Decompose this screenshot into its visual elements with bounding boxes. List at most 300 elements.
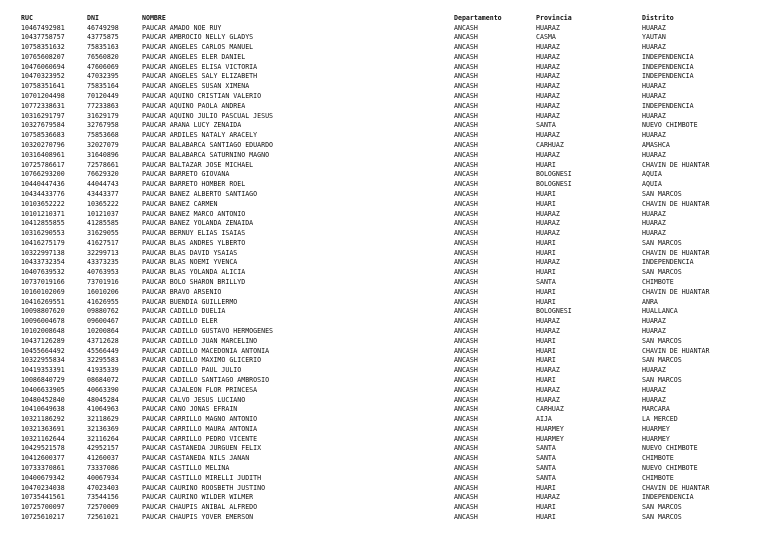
cell-nombre: PAUCAR CADILLO MAXIMO GLICERIO bbox=[142, 356, 262, 365]
cell-dni: 43775875 bbox=[87, 33, 119, 42]
table-row bbox=[0, 258, 768, 267]
cell-ruc: 10766293200 bbox=[21, 170, 65, 179]
cell-ruc: 10758351641 bbox=[21, 82, 65, 91]
cell-dni: 32118629 bbox=[87, 415, 119, 424]
cell-departamento: ANCASH bbox=[454, 150, 478, 159]
cell-provincia: CARHUAZ bbox=[536, 140, 564, 149]
cell-provincia: BOLOGNESI bbox=[536, 307, 572, 316]
cell-provincia: HUARI bbox=[536, 199, 556, 208]
table-row bbox=[0, 82, 768, 91]
cell-ruc: 10725610217 bbox=[21, 513, 65, 521]
table-row bbox=[0, 102, 768, 111]
table-header-row bbox=[0, 14, 768, 23]
cell-ruc: 10772338631 bbox=[21, 101, 65, 110]
cell-nombre: PAUCAR BLAS DAVID YSAIAS bbox=[142, 248, 238, 257]
table-row bbox=[0, 43, 768, 52]
cell-ruc: 10400679342 bbox=[21, 473, 65, 482]
cell-nombre: PAUCAR CALVO JESUS LUCIANO bbox=[142, 395, 246, 404]
cell-departamento: ANCASH bbox=[454, 43, 478, 52]
cell-provincia: HUARAZ bbox=[536, 317, 560, 326]
table-row bbox=[0, 200, 768, 209]
cell-departamento: ANCASH bbox=[454, 111, 478, 120]
cell-nombre: PAUCAR CADILLO GUSTAVO HERMOGENES bbox=[142, 326, 274, 335]
cell-nombre: PAUCAR CASTILLO MELINA bbox=[142, 464, 230, 473]
cell-dni: 73544156 bbox=[87, 493, 119, 502]
cell-provincia: HUARAZ bbox=[536, 219, 560, 228]
table-row bbox=[0, 386, 768, 395]
cell-nombre: PAUCAR ANGELES CARLOS MANUEL bbox=[142, 43, 254, 52]
cell-dni: 10365222 bbox=[87, 199, 119, 208]
cell-ruc: 10416269551 bbox=[21, 297, 65, 306]
cell-provincia: HUARAZ bbox=[536, 111, 560, 120]
cell-ruc: 10765608207 bbox=[21, 52, 65, 61]
cell-nombre: PAUCAR BAÑEZ MARCO ANTONIO bbox=[142, 209, 246, 218]
cell-departamento: ANCASH bbox=[454, 405, 478, 414]
table-row bbox=[0, 278, 768, 287]
cell-nombre: PAUCAR ANGELES SALY ELIZABETH bbox=[142, 72, 258, 81]
cell-ruc: 10406633905 bbox=[21, 385, 65, 394]
table-row bbox=[0, 141, 768, 150]
table-row bbox=[0, 33, 768, 42]
cell-distrito: INDEPENDENCIA bbox=[642, 72, 694, 81]
cell-nombre: PAUCAR BAÑEZ CARMEN bbox=[142, 199, 218, 208]
cell-departamento: ANCASH bbox=[454, 268, 478, 277]
cell-distrito: YAUTAN bbox=[642, 33, 666, 42]
cell-distrito: AQUIA bbox=[642, 180, 662, 189]
cell-nombre: PAUCAR BALABARCA SATURNINO MAGNO bbox=[142, 150, 270, 159]
cell-provincia: HUARI bbox=[536, 238, 556, 247]
cell-nombre: PAUCAR CADILLO JUAN MARCELINO bbox=[142, 336, 258, 345]
cell-departamento: ANCASH bbox=[454, 92, 478, 101]
cell-provincia: HUARAZ bbox=[536, 150, 560, 159]
cell-dni: 32767958 bbox=[87, 121, 119, 130]
cell-dni: 32116264 bbox=[87, 434, 119, 443]
cell-dni: 77233863 bbox=[87, 101, 119, 110]
cell-departamento: ANCASH bbox=[454, 483, 478, 492]
table-row bbox=[0, 435, 768, 444]
cell-dni: 70120449 bbox=[87, 92, 119, 101]
cell-departamento: ANCASH bbox=[454, 385, 478, 394]
table-row bbox=[0, 219, 768, 228]
cell-nombre: PAUCAR CADILLO DUELIA bbox=[142, 307, 226, 316]
table-row bbox=[0, 366, 768, 375]
cell-provincia: HUARI bbox=[536, 287, 556, 296]
table-row bbox=[0, 356, 768, 365]
table-row bbox=[0, 493, 768, 502]
cell-dni: 32027079 bbox=[87, 140, 119, 149]
table-row bbox=[0, 298, 768, 307]
header-provincia: Provincia bbox=[536, 14, 572, 22]
cell-distrito: SAN MARCOS bbox=[642, 503, 682, 512]
cell-provincia: HUARAZ bbox=[536, 52, 560, 61]
cell-departamento: ANCASH bbox=[454, 160, 478, 169]
cell-departamento: ANCASH bbox=[454, 131, 478, 140]
cell-distrito: INDEPENDENCIA bbox=[642, 52, 694, 61]
cell-dni: 47023403 bbox=[87, 483, 119, 492]
cell-nombre: PAUCAR CHAUPIS ANIBAL ALFREDO bbox=[142, 503, 258, 512]
cell-departamento: ANCASH bbox=[454, 62, 478, 71]
cell-distrito: INDEPENDENCIA bbox=[642, 493, 694, 502]
cell-dni: 41064963 bbox=[87, 405, 119, 414]
cell-ruc: 10102008648 bbox=[21, 326, 65, 335]
cell-nombre: PAUCAR BAÑEZ ALBERTO SANTIAGO bbox=[142, 189, 258, 198]
table-row bbox=[0, 53, 768, 62]
cell-distrito: HUARMEY bbox=[642, 424, 670, 433]
cell-distrito: SAN MARCOS bbox=[642, 189, 682, 198]
cell-distrito: NUEVO CHIMBOTE bbox=[642, 121, 698, 130]
cell-nombre: PAUCAR BARRETO GIOVANA bbox=[142, 170, 230, 179]
cell-distrito: CHAVIN DE HUANTAR bbox=[642, 160, 710, 169]
cell-dni: 75835164 bbox=[87, 82, 119, 91]
cell-distrito: SAN MARCOS bbox=[642, 238, 682, 247]
cell-departamento: ANCASH bbox=[454, 23, 478, 32]
cell-departamento: ANCASH bbox=[454, 375, 478, 384]
cell-provincia: BOLOGNESI bbox=[536, 170, 572, 179]
cell-dni: 43373235 bbox=[87, 258, 119, 267]
cell-dni: 31640896 bbox=[87, 150, 119, 159]
table-row bbox=[0, 72, 768, 81]
cell-departamento: ANCASH bbox=[454, 503, 478, 512]
cell-ruc: 10470323952 bbox=[21, 72, 65, 81]
cell-nombre: PAUCAR BUENDIA GUILLERMO bbox=[142, 297, 238, 306]
cell-distrito: CHAVIN DE HUANTAR bbox=[642, 199, 710, 208]
cell-provincia: HUARI bbox=[536, 503, 556, 512]
cell-ruc: 10321162644 bbox=[21, 434, 65, 443]
cell-dni: 31629179 bbox=[87, 111, 119, 120]
cell-provincia: AIJA bbox=[536, 415, 552, 424]
cell-nombre: PAUCAR BLAS YOLANDA ALICIA bbox=[142, 268, 246, 277]
cell-ruc: 10433732354 bbox=[21, 258, 65, 267]
cell-ruc: 10701204498 bbox=[21, 92, 65, 101]
cell-ruc: 10316408961 bbox=[21, 150, 65, 159]
table-row bbox=[0, 92, 768, 101]
cell-ruc: 10096004678 bbox=[21, 317, 65, 326]
cell-ruc: 10410649638 bbox=[21, 405, 65, 414]
cell-distrito: HUARAZ bbox=[642, 82, 666, 91]
cell-dni: 09880762 bbox=[87, 307, 119, 316]
cell-provincia: HUARAZ bbox=[536, 385, 560, 394]
cell-dni: 72578661 bbox=[87, 160, 119, 169]
table-row bbox=[0, 307, 768, 316]
cell-dni: 10121037 bbox=[87, 209, 119, 218]
table-row bbox=[0, 268, 768, 277]
cell-dni: 32136369 bbox=[87, 424, 119, 433]
cell-dni: 08684072 bbox=[87, 375, 119, 384]
cell-nombre: PAUCAR CADILLO PAUL JULIO bbox=[142, 366, 242, 375]
table-row bbox=[0, 170, 768, 179]
cell-ruc: 10086840729 bbox=[21, 375, 65, 384]
cell-provincia: HUARI bbox=[536, 346, 556, 355]
cell-dni: 75835163 bbox=[87, 43, 119, 52]
cell-dni: 44044743 bbox=[87, 180, 119, 189]
table-row bbox=[0, 425, 768, 434]
cell-nombre: PAUCAR CADILLO SANTIAGO AMBROSIO bbox=[142, 375, 270, 384]
cell-distrito: HUARAZ bbox=[642, 326, 666, 335]
cell-distrito: HUARAZ bbox=[642, 395, 666, 404]
cell-departamento: ANCASH bbox=[454, 424, 478, 433]
cell-nombre: PAUCAR CAJALEON FLOR PRINCESA bbox=[142, 385, 258, 394]
cell-nombre: PAUCAR CASTILLO MIRELLI JUDITH bbox=[142, 473, 262, 482]
cell-ruc: 10160102069 bbox=[21, 287, 65, 296]
table-row bbox=[0, 327, 768, 336]
cell-ruc: 10407639532 bbox=[21, 268, 65, 277]
cell-provincia: HUARI bbox=[536, 356, 556, 365]
cell-nombre: PAUCAR AQUINO PAOLA ANDREA bbox=[142, 101, 246, 110]
cell-departamento: ANCASH bbox=[454, 307, 478, 316]
cell-ruc: 10321186292 bbox=[21, 415, 65, 424]
cell-nombre: PAUCAR CADILLO MACEDONIA ANTONIA bbox=[142, 346, 270, 355]
cell-dni: 41627517 bbox=[87, 238, 119, 247]
cell-provincia: SANTA bbox=[536, 473, 556, 482]
cell-ruc: 10412855855 bbox=[21, 219, 65, 228]
cell-ruc: 10321363691 bbox=[21, 424, 65, 433]
cell-dni: 76560820 bbox=[87, 52, 119, 61]
cell-distrito: CHAVIN DE HUANTAR bbox=[642, 287, 710, 296]
cell-dni: 75853668 bbox=[87, 131, 119, 140]
cell-departamento: ANCASH bbox=[454, 82, 478, 91]
cell-dni: 41626955 bbox=[87, 297, 119, 306]
cell-departamento: ANCASH bbox=[454, 415, 478, 424]
cell-dni: 09600467 bbox=[87, 317, 119, 326]
cell-departamento: ANCASH bbox=[454, 189, 478, 198]
cell-dni: 42952157 bbox=[87, 444, 119, 453]
cell-dni: 76629320 bbox=[87, 170, 119, 179]
cell-dni: 47606069 bbox=[87, 62, 119, 71]
table-row bbox=[0, 229, 768, 238]
cell-ruc: 10440447436 bbox=[21, 180, 65, 189]
cell-dni: 48045284 bbox=[87, 395, 119, 404]
cell-ruc: 10322955834 bbox=[21, 356, 65, 365]
cell-distrito: CHAVIN DE HUANTAR bbox=[642, 483, 710, 492]
cell-distrito: LA MERCED bbox=[642, 415, 678, 424]
cell-provincia: HUARAZ bbox=[536, 326, 560, 335]
cell-dni: 10200864 bbox=[87, 326, 119, 335]
cell-provincia: HUARMEY bbox=[536, 434, 564, 443]
table-row bbox=[0, 112, 768, 121]
cell-ruc: 10733370861 bbox=[21, 464, 65, 473]
cell-dni: 46749298 bbox=[87, 23, 119, 32]
cell-ruc: 10437126289 bbox=[21, 336, 65, 345]
cell-distrito: SAN MARCOS bbox=[642, 513, 682, 521]
cell-dni: 41260037 bbox=[87, 454, 119, 463]
cell-distrito: AMASHCA bbox=[642, 140, 670, 149]
cell-distrito: SAN MARCOS bbox=[642, 375, 682, 384]
cell-provincia: SANTA bbox=[536, 444, 556, 453]
cell-distrito: HUARAZ bbox=[642, 317, 666, 326]
cell-ruc: 10419353391 bbox=[21, 366, 65, 375]
cell-provincia: HUARAZ bbox=[536, 101, 560, 110]
table-row bbox=[0, 161, 768, 170]
cell-distrito: ANRA bbox=[642, 297, 658, 306]
table-row bbox=[0, 396, 768, 405]
cell-departamento: ANCASH bbox=[454, 170, 478, 179]
cell-nombre: PAUCAR CAURINO ROOSBETH JUSTINO bbox=[142, 483, 266, 492]
cell-provincia: HUARAZ bbox=[536, 72, 560, 81]
cell-departamento: ANCASH bbox=[454, 336, 478, 345]
cell-departamento: ANCASH bbox=[454, 219, 478, 228]
cell-ruc: 10322997138 bbox=[21, 248, 65, 257]
cell-nombre: PAUCAR BALABARCA SANTIAGO EDUARDO bbox=[142, 140, 274, 149]
cell-ruc: 10758351632 bbox=[21, 43, 65, 52]
cell-distrito: INDEPENDENCIA bbox=[642, 62, 694, 71]
cell-dni: 31629055 bbox=[87, 229, 119, 238]
cell-distrito: HUALLANCA bbox=[642, 307, 678, 316]
cell-provincia: HUARI bbox=[536, 160, 556, 169]
cell-distrito: AQUIA bbox=[642, 170, 662, 179]
table-row bbox=[0, 288, 768, 297]
cell-dni: 72570009 bbox=[87, 503, 119, 512]
cell-nombre: PAUCAR AMBROCIO NELLY GLADYS bbox=[142, 33, 254, 42]
cell-ruc: 10470234038 bbox=[21, 483, 65, 492]
cell-distrito: HUARAZ bbox=[642, 366, 666, 375]
cell-departamento: ANCASH bbox=[454, 464, 478, 473]
cell-dni: 40663390 bbox=[87, 385, 119, 394]
cell-departamento: ANCASH bbox=[454, 513, 478, 521]
cell-provincia: CASMA bbox=[536, 33, 556, 42]
cell-dni: 32299713 bbox=[87, 248, 119, 257]
cell-nombre: PAUCAR CHAUPIS YOVER EMERSON bbox=[142, 513, 254, 521]
cell-provincia: HUARMEY bbox=[536, 424, 564, 433]
cell-distrito: NUEVO CHIMBOTE bbox=[642, 444, 698, 453]
cell-nombre: PAUCAR BOLO SHARON BRILLYD bbox=[142, 278, 246, 287]
cell-nombre: PAUCAR CADILLO ELER bbox=[142, 317, 218, 326]
cell-nombre: PAUCAR CANO JONAS EFRAIN bbox=[142, 405, 238, 414]
cell-distrito: HUARAZ bbox=[642, 219, 666, 228]
cell-provincia: HUARAZ bbox=[536, 92, 560, 101]
cell-dni: 41285585 bbox=[87, 219, 119, 228]
cell-nombre: PAUCAR AQUINO CRISTIAN VALERIO bbox=[142, 92, 262, 101]
cell-departamento: ANCASH bbox=[454, 297, 478, 306]
cell-provincia: HUARAZ bbox=[536, 209, 560, 218]
cell-provincia: BOLOGNESI bbox=[536, 180, 572, 189]
cell-dni: 72561021 bbox=[87, 513, 119, 521]
header-dni: DNI bbox=[87, 14, 99, 22]
cell-ruc: 10434433776 bbox=[21, 189, 65, 198]
cell-distrito: CHAVIN DE HUANTAR bbox=[642, 248, 710, 257]
cell-distrito: HUARAZ bbox=[642, 92, 666, 101]
cell-ruc: 10101210371 bbox=[21, 209, 65, 218]
header-departamento: Departamento bbox=[454, 14, 502, 22]
cell-distrito: CHIMBOTE bbox=[642, 454, 674, 463]
cell-distrito: CHIMBOTE bbox=[642, 473, 674, 482]
table-row bbox=[0, 347, 768, 356]
cell-distrito: NUEVO CHIMBOTE bbox=[642, 464, 698, 473]
cell-distrito: HUARAZ bbox=[642, 111, 666, 120]
cell-nombre: PAUCAR ANGELES ELISA VICTORIA bbox=[142, 62, 258, 71]
cell-ruc: 10103652222 bbox=[21, 199, 65, 208]
cell-dni: 45566449 bbox=[87, 346, 119, 355]
table-row bbox=[0, 151, 768, 160]
table-row bbox=[0, 190, 768, 199]
header-nombre: NOMBRE bbox=[142, 14, 166, 22]
cell-distrito: HUARAZ bbox=[642, 209, 666, 218]
cell-distrito: INDEPENDENCIA bbox=[642, 258, 694, 267]
cell-ruc: 10098807620 bbox=[21, 307, 65, 316]
cell-departamento: ANCASH bbox=[454, 366, 478, 375]
cell-distrito: HUARAZ bbox=[642, 229, 666, 238]
cell-dni: 41935339 bbox=[87, 366, 119, 375]
cell-departamento: ANCASH bbox=[454, 238, 478, 247]
cell-dni: 73337086 bbox=[87, 464, 119, 473]
cell-departamento: ANCASH bbox=[454, 454, 478, 463]
cell-provincia: HUARAZ bbox=[536, 229, 560, 238]
cell-distrito: SAN MARCOS bbox=[642, 356, 682, 365]
cell-provincia: HUARAZ bbox=[536, 43, 560, 52]
cell-provincia: SANTA bbox=[536, 121, 556, 130]
table-row bbox=[0, 415, 768, 424]
header-ruc: RUC bbox=[21, 14, 33, 22]
header-distrito: Distrito bbox=[642, 14, 674, 22]
cell-ruc: 10737019166 bbox=[21, 278, 65, 287]
cell-ruc: 10725786617 bbox=[21, 160, 65, 169]
cell-departamento: ANCASH bbox=[454, 199, 478, 208]
cell-departamento: ANCASH bbox=[454, 101, 478, 110]
cell-ruc: 10316290553 bbox=[21, 229, 65, 238]
cell-nombre: PAUCAR BLAS ANDRES YLBERTO bbox=[142, 238, 246, 247]
cell-provincia: SANTA bbox=[536, 464, 556, 473]
cell-ruc: 10316291797 bbox=[21, 111, 65, 120]
cell-departamento: ANCASH bbox=[454, 209, 478, 218]
cell-nombre: PAUCAR BALTAZAR JOSE MICHAEL bbox=[142, 160, 254, 169]
cell-departamento: ANCASH bbox=[454, 121, 478, 130]
cell-departamento: ANCASH bbox=[454, 52, 478, 61]
cell-dni: 43443377 bbox=[87, 189, 119, 198]
table-row bbox=[0, 484, 768, 493]
cell-dni: 16010206 bbox=[87, 287, 119, 296]
cell-ruc: 10412600377 bbox=[21, 454, 65, 463]
table-row bbox=[0, 444, 768, 453]
cell-provincia: HUARI bbox=[536, 375, 556, 384]
table-row bbox=[0, 317, 768, 326]
cell-provincia: HUARAZ bbox=[536, 131, 560, 140]
cell-dni: 40763953 bbox=[87, 268, 119, 277]
table-row bbox=[0, 210, 768, 219]
cell-departamento: ANCASH bbox=[454, 395, 478, 404]
cell-ruc: 10735441561 bbox=[21, 493, 65, 502]
table-row bbox=[0, 474, 768, 483]
cell-nombre: PAUCAR CARRILLO PEDRO VICENTE bbox=[142, 434, 258, 443]
cell-nombre: PAUCAR CARRILLO MAGNO ANTONIO bbox=[142, 415, 258, 424]
cell-dni: 43712628 bbox=[87, 336, 119, 345]
table-row bbox=[0, 464, 768, 473]
table-row bbox=[0, 513, 768, 522]
table-row bbox=[0, 503, 768, 512]
cell-dni: 40067934 bbox=[87, 473, 119, 482]
cell-ruc: 10437758757 bbox=[21, 33, 65, 42]
cell-provincia: SANTA bbox=[536, 278, 556, 287]
cell-provincia: HUARAZ bbox=[536, 258, 560, 267]
cell-nombre: PAUCAR BAÑEZ YOLANDA ZENAIDA bbox=[142, 219, 254, 228]
cell-distrito: MARCARA bbox=[642, 405, 670, 414]
cell-provincia: CARHUAZ bbox=[536, 405, 564, 414]
cell-distrito: HUARMEY bbox=[642, 434, 670, 443]
cell-distrito: HUARAZ bbox=[642, 23, 666, 32]
cell-ruc: 10416275179 bbox=[21, 238, 65, 247]
cell-departamento: ANCASH bbox=[454, 317, 478, 326]
cell-nombre: PAUCAR BRAVO ARSENIO bbox=[142, 287, 222, 296]
table-row bbox=[0, 376, 768, 385]
cell-ruc: 10455664492 bbox=[21, 346, 65, 355]
cell-nombre: PAUCAR BERNUY ELIAS ISAIAS bbox=[142, 229, 246, 238]
table-row bbox=[0, 337, 768, 346]
cell-provincia: HUARAZ bbox=[536, 366, 560, 375]
table-row bbox=[0, 180, 768, 189]
cell-departamento: ANCASH bbox=[454, 444, 478, 453]
cell-provincia: HUARAZ bbox=[536, 395, 560, 404]
cell-nombre: PAUCAR ANGELES ELER DANIEL bbox=[142, 52, 246, 61]
cell-provincia: HUARI bbox=[536, 483, 556, 492]
cell-nombre: PAUCAR ARDILES NATALY ARACELY bbox=[142, 131, 258, 140]
